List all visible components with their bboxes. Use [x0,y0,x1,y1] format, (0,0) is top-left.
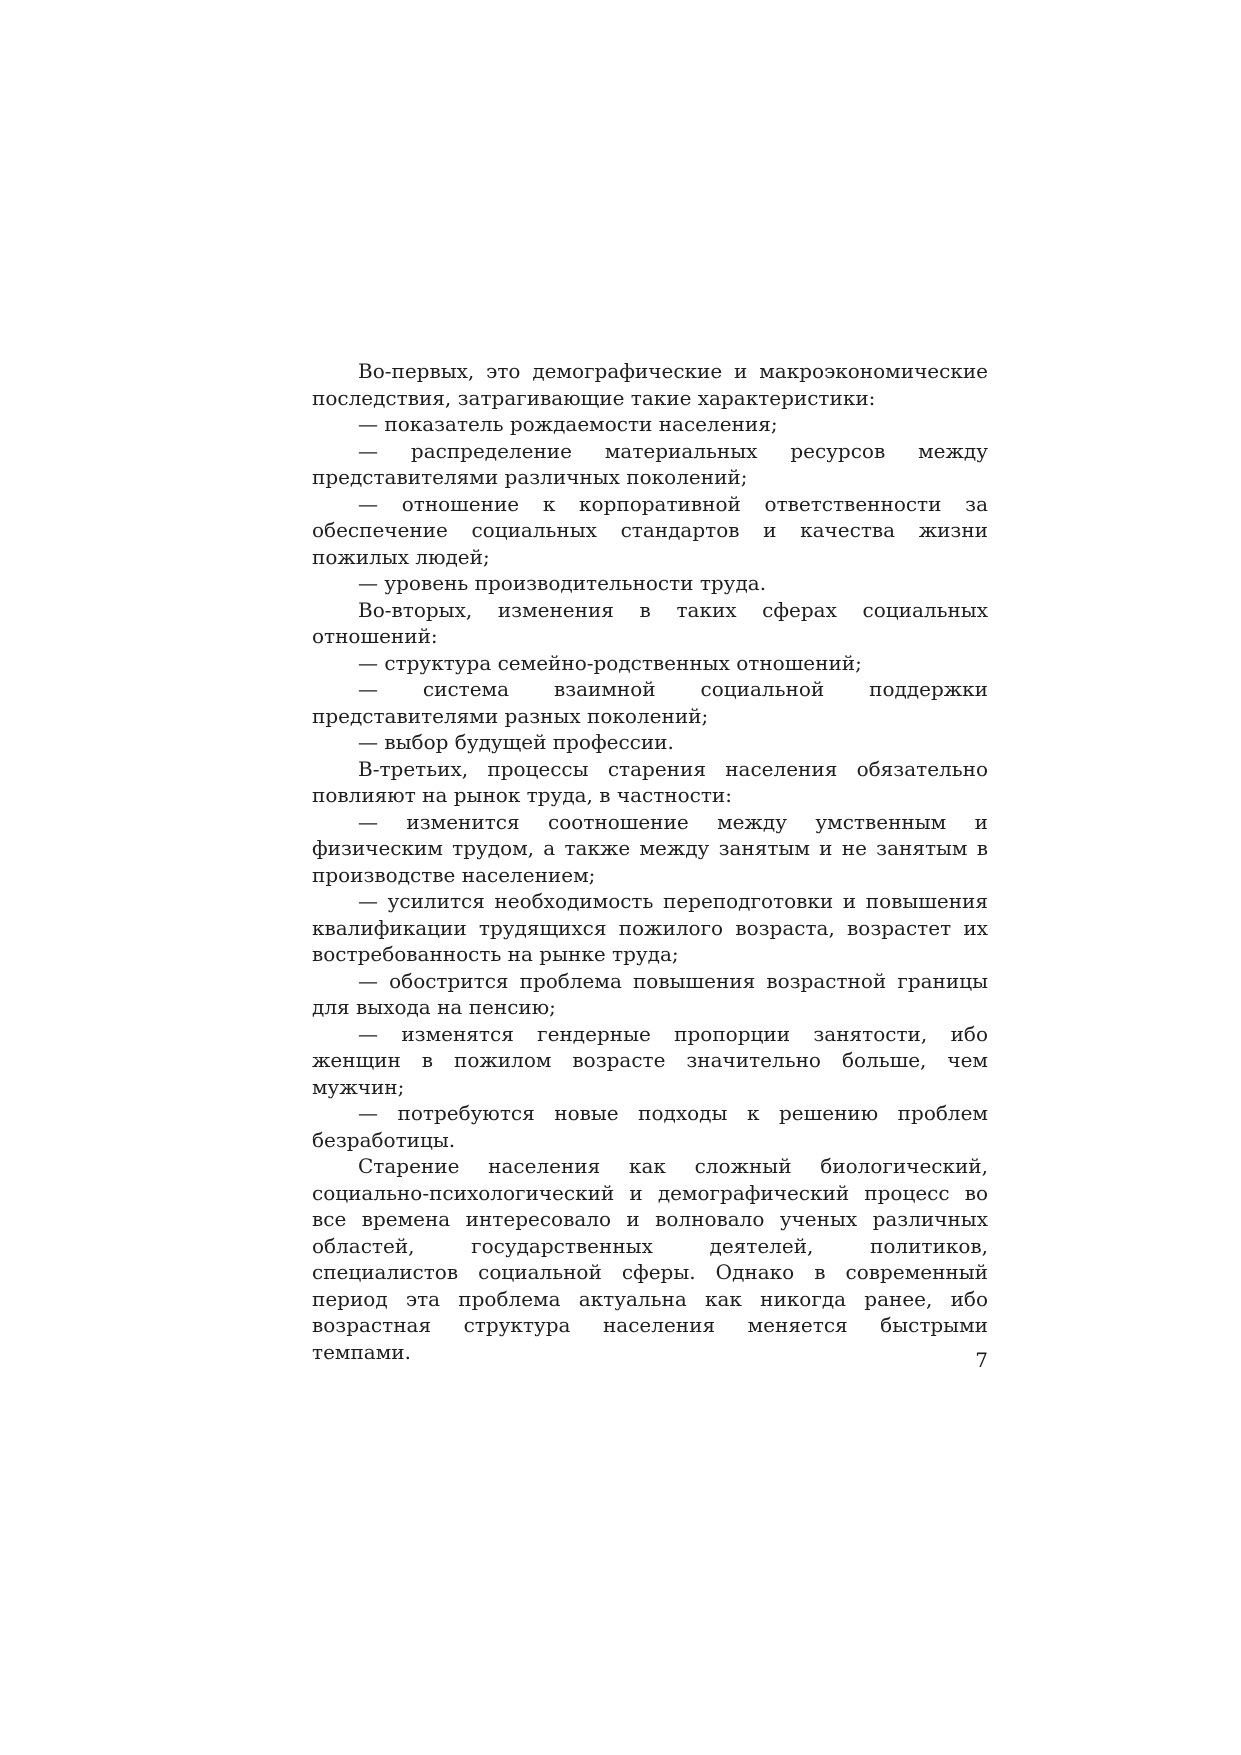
list-item: — показатель рождаемости населения; [358,412,778,436]
paragraph-intro-second: Во-вторых, изменения в таких сферах социальных отношений: [312,597,988,648]
list-item: — система взаимной социальной поддержки представителями разных поколений; [312,677,988,728]
list-item: — усилится необходимость переподготовки и повышения квалификации трудящихся пожилого возраста, возрастет их востребованность на рынке труда; [312,889,988,966]
body-text [312,358,988,1365]
list-item: — структура семейно-родственных отношений; [358,650,862,675]
list-item: — изменится соотношение между умственным и физическим трудом, а также между занятым и не занятым в производстве населением; [312,809,988,887]
list-item: — уровень производительности труда. [358,571,767,595]
paragraph-intro-third: В-третьих, процессы старения населения обязательно повлияют на рынок труда, в частности: [312,756,988,807]
list-item: — изменятся гендерные пропорции занятости, ибо женщин в пожилом возрасте значительно больше, чем мужчин; [312,1021,988,1099]
list-item: — выбор будущей профессии. [358,730,674,754]
list-item: — потребуются новые подходы к решению проблем безработицы. [312,1101,988,1152]
list-item: — обострится проблема повышения возрастной границы для выхода на пенсию; [312,968,988,1019]
paragraph-conclusion: Старение населения как сложный биологический, социально-психологический и демографический процесс во все времена интересовало и волновало ученых различных областей, государственных деятелей, политиков, специалистов социальной сферы. Однако в современный период эта проблема актуальна как никогда ранее, ибо возрастная структура населения меняется быстрыми темпами. [312,1154,988,1364]
list-item: — отношение к корпоративной ответственности за обеспечение социальных стандартов и качества жизни пожилых людей; [312,491,988,569]
paragraph-intro-first: Во-первых, это демографические и макроэкономические последствия, затрагивающие такие характеристики: [312,359,988,410]
list-item: — распределение материальных ресурсов между представителями различных поколений; [312,438,988,489]
page-number: 7 [975,1348,988,1372]
